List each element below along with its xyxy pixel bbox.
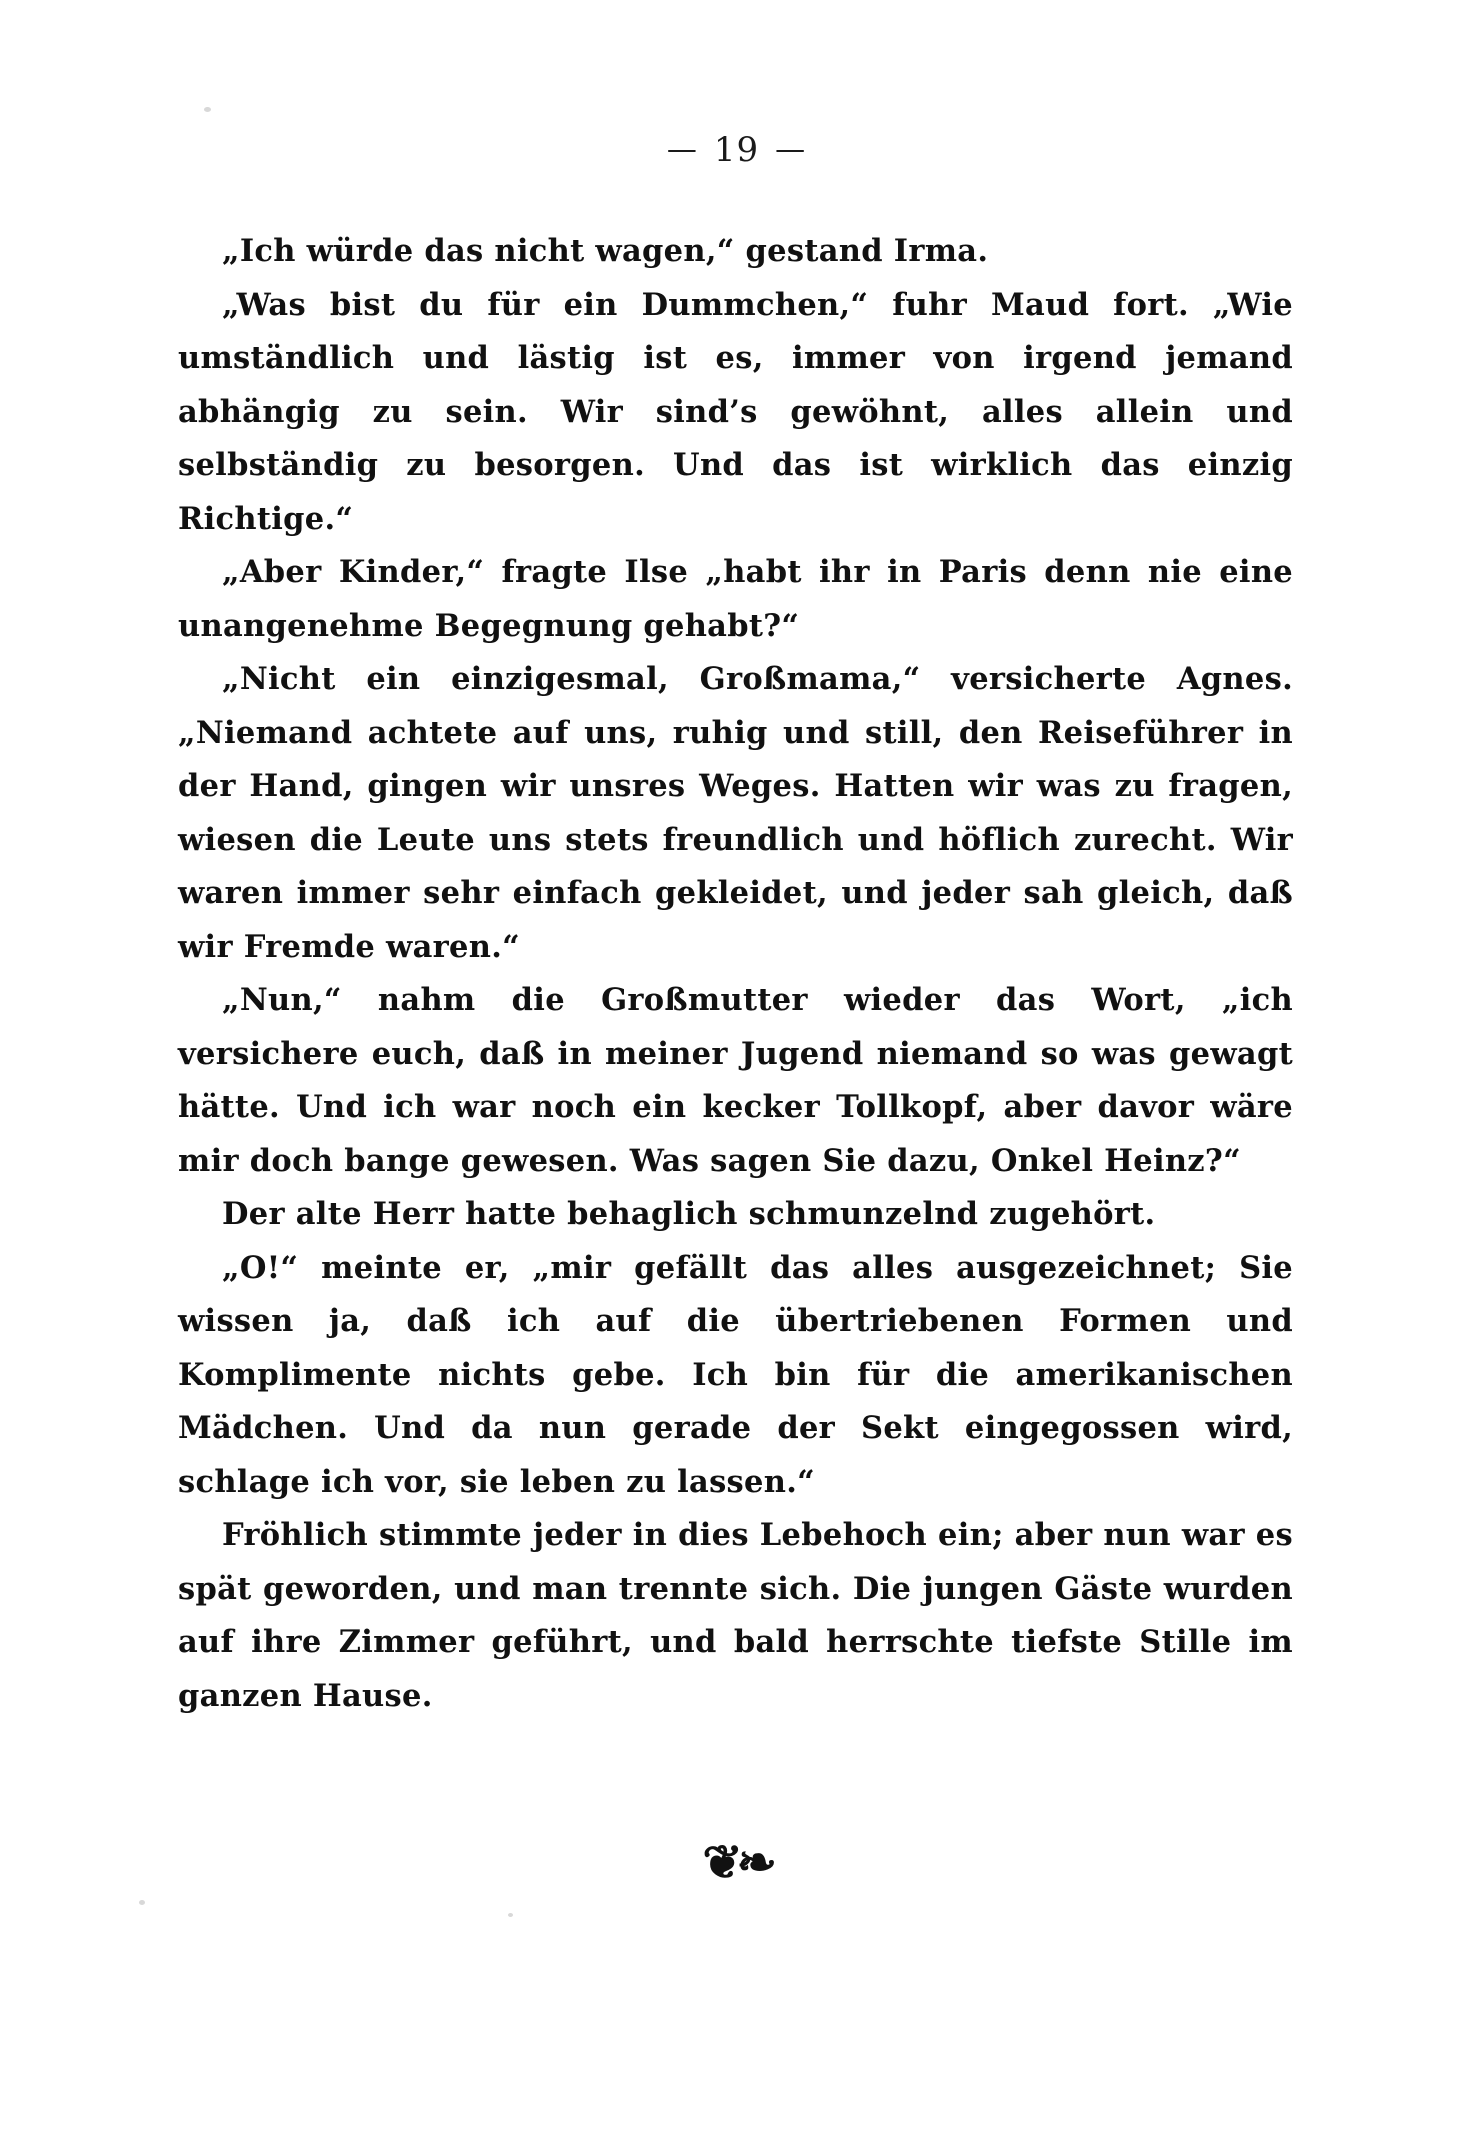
paragraph: „O!“ meinte er, „mir gefällt das alles ausgezeichnet; Sie wissen ja, daß ich auf die übertriebenen Formen und Komplimente nichts gebe. Ich bin für die amerikanischen Mädchen. Und da nun gerade der Sekt eingegossen wird, schlage ich vor, sie leben zu lassen.“ [178,1249,1293,1500]
paragraph: „Ich würde das nicht wagen,“ gestand Irma. [222,233,989,269]
page-number-header [0,130,1473,170]
header-dash-left: — [666,132,698,167]
paragraph: Fröhlich stimmte jeder in dies Lebehoch ein; aber nun war es spät geworden, und man trennte sich. Die jungen Gäste wurden auf ihre Zimmer geführt, und bald herrschte tiefste Stille im ganzen Hause. [178,1517,1293,1714]
page-number: 19 [713,130,760,170]
scan-speck [139,1900,145,1905]
paragraph: „Nicht ein einzigesmal, Großmama,“ versicherte Agnes. „Niemand achtete auf uns, ruhig und still, den Reiseführer in der Hand, gingen wir unsres Weges. Hatten wir was zu fragen, wiesen die Leute uns stets freundlich und höflich zurecht. Wir waren immer sehr einfach gekleidet, und jeder sah gleich, daß wir Fremde waren.“ [178,661,1293,965]
scan-speck [204,107,211,112]
decorative-ornament [0,1835,1473,1889]
ornament-glyph: ❦❧ [702,1835,771,1889]
scan-speck [508,1913,513,1917]
paragraph: „Aber Kinder,“ fragte Ilse „habt ihr in Paris denn nie eine unangenehme Begegnung gehabt?“ [178,554,1293,644]
page-body [178,225,1293,1723]
paragraph: „Nun,“ nahm die Großmutter wieder das Wort, „ich versichere euch, daß in meiner Jugend niemand so was gewagt hätte. Und ich war noch ein kecker Tollkopf, aber davor wäre mir doch bange gewesen. Was sagen Sie dazu, Onkel Heinz?“ [178,982,1293,1179]
paragraph: „Was bist du für ein Dummchen,“ fuhr Maud fort. „Wie umständlich und lästig ist es, immer von irgend jemand abhängig zu sein. Wir sind’s gewöhnt, alles allein und selbständig zu besorgen. Und das ist wirklich das einzig Richtige.“ [178,286,1293,537]
paragraph: Der alte Herr hatte behaglich schmunzelnd zugehört. [222,1196,1156,1232]
header-dash-right: — [775,132,807,167]
